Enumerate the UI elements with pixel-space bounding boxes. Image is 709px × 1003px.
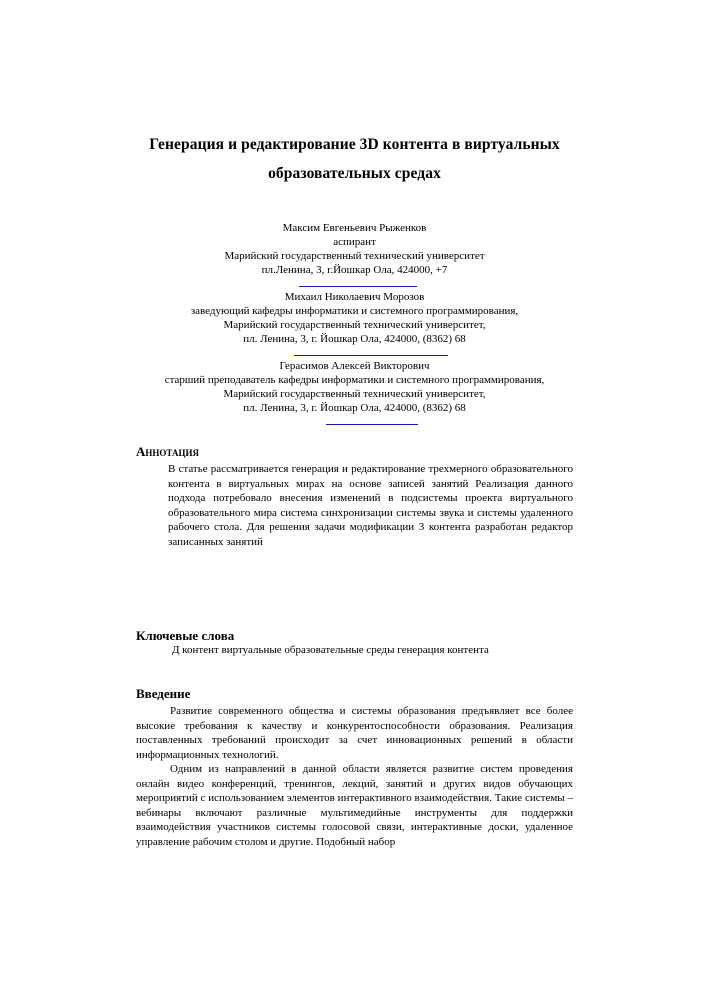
author-1-position: аспирант [333,236,376,248]
author-2-address: пл. Ленина, 3, г. Йошкар Ола, 424000, (8362) 68 [243,333,466,345]
author-3-position: старший преподаватель кафедры информатики и системного программирования, [164,374,545,386]
author-1-name: Максим Евгеньевич Рыженков [282,222,427,234]
author-2-email-link[interactable] [294,355,448,356]
intro-paragraph-1: Развитие современного общества и системы образования предъявляет все более высокие требования к качеству и конкурентоспособности образования. Реализация поставленных требований происходит за счет инновационных решений в области информационных технологий. [136,705,573,761]
paper-title-line-1: Генерация и редактирование 3D контента в виртуальных [149,136,560,153]
intro-heading: Введение [136,686,191,701]
author-3-name: Герасимов Алексей Викторович [279,360,430,372]
author-1-address: пл.Ленина, 3, г.Йошкар Ола, 424000, +7 [261,264,448,276]
author-1-email-link[interactable] [299,286,417,287]
keywords-heading: Ключевые слова [136,628,235,643]
author-2-name: Михаил Николаевич Морозов [284,291,425,303]
author-2-position: заведующий кафедры информатики и системного программирования, [190,305,519,317]
keywords-text: Д контент виртуальные образовательные среды генерация контента [172,644,489,656]
intro-paragraph-2: Одним из направлений в данной области является развитие систем проведения онлайн видео конференций, тренингов, лекций, занятий и других видов обучающих мероприятий с использованием элементов интерактивного взаимодействия. Такие системы – вебинары включают различные мультимедийные инструменты для поддержки взаимодействия участников системы голосовой связи, интерактивные доски, удаленное управление рабочим столом и другие. Подобный набор [136,763,573,848]
author-1-affiliation: Марийский государственный технический университет [224,250,485,262]
author-3-address: пл. Ленина, 3, г. Йошкар Ола, 424000, (8362) 68 [243,402,466,414]
author-3-affiliation: Марийский государственный технический университет, [223,388,486,400]
abstract-heading: Аннотация [136,444,199,459]
author-3-email-link[interactable] [326,424,418,425]
paper-title-line-2: образовательных средах [268,165,441,182]
abstract-text: В статье рассматривается генерация и редактирование трехмерного образовательного контента в виртуальных мирах на основе записей занятий Реализация данного подхода потребовало внесения изменений в подсистемы проекта виртуального образовательного мира система синхронизации системы звука и системы удаленного рабочего стола. Для решения задачи модификации 3 контента разработан редактор записанных занятий [168,463,573,548]
author-2-affiliation: Марийский государственный технический университет, [223,319,486,331]
